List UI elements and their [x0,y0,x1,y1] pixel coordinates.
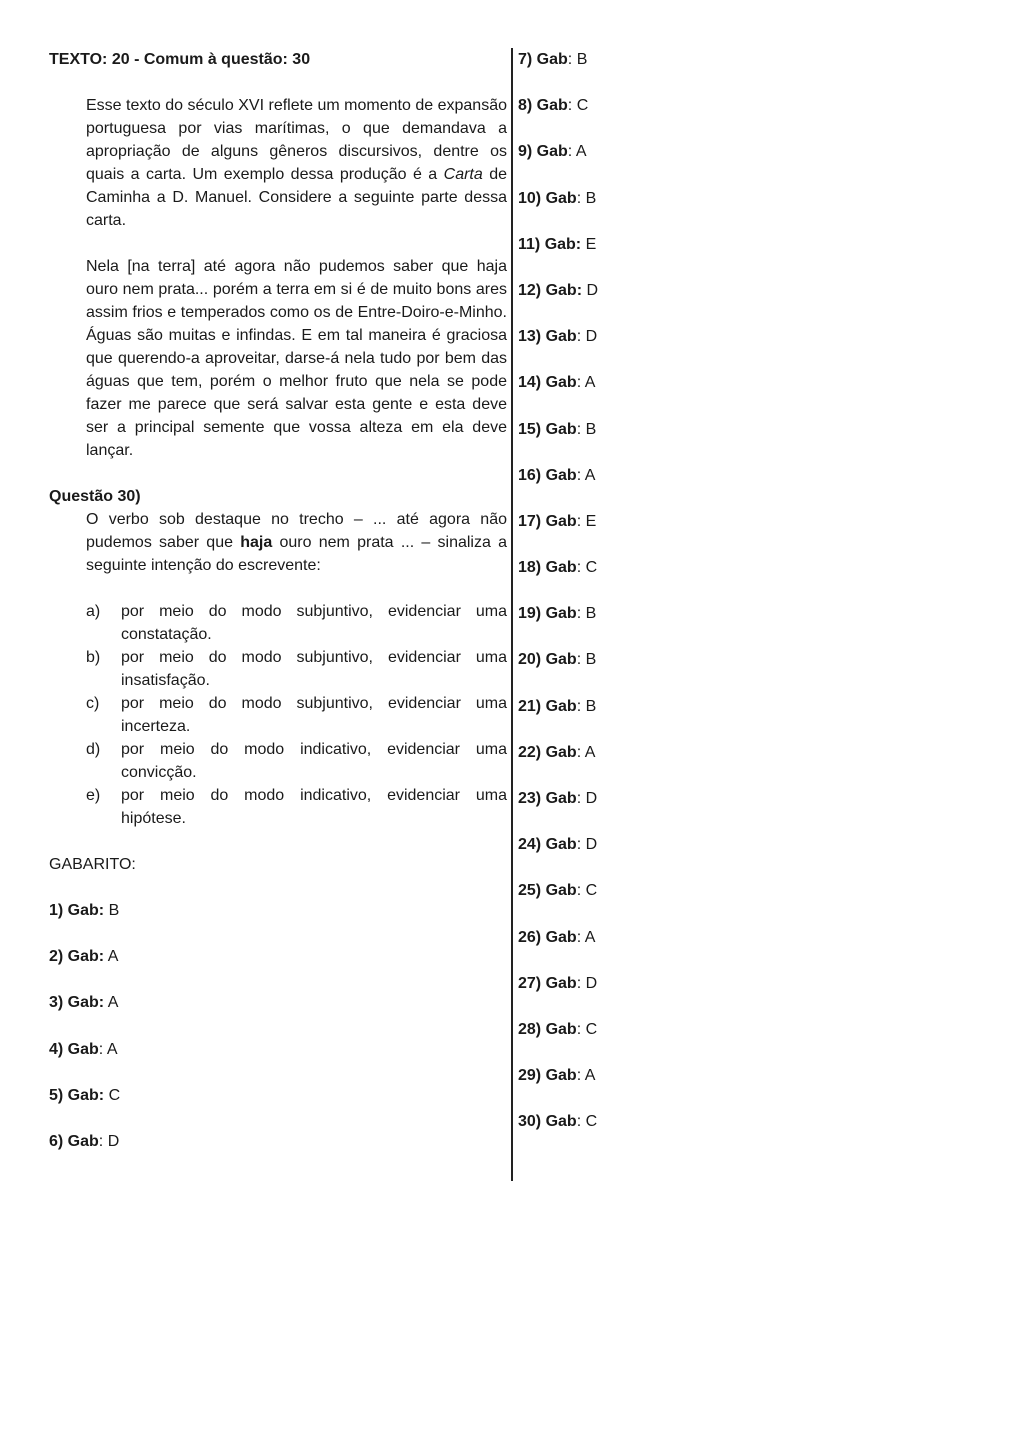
option-letter: e) [86,787,101,804]
letter-quote: Nela [na terra] até agora não pudemos saber que haja ouro nem prata... porém a terra em si é de muito bons ares assim frios e temperados como os de Entre-Doiro-e-Minho. Águas são muitas e infindas. E em tal maneira é graciosa que querendo-a aproveitar, darse-á nela tudo por bem das águas que tem, porém o melhor fruto que nela se pode fazer me parece que será salvar esta gente e esta deve ser a principal semente que vossa alteza em ela deve lançar. [86,258,507,459]
answer-item: 17) Gab: E [518,512,597,530]
answer-item: 26) Gab: A [518,928,596,946]
question-heading: Questão 30) [49,488,141,505]
answer-item: 13) Gab: D [518,328,598,346]
option-e [86,784,507,830]
answer-item: 3) Gab: A [49,994,119,1012]
answer-item: 24) Gab: D [518,836,598,854]
answer-item: 2) Gab: A [49,948,119,966]
answer-item: 28) Gab: C [518,1020,598,1038]
option-letter: b) [86,649,101,666]
answer-item: 4) Gab: A [49,1040,118,1058]
answer-item: 15) Gab: B [518,420,597,438]
answer-item: 30) Gab: C [518,1113,598,1131]
question-stem: O verbo sob destaque no trecho – ... até agora não pudemos saber que haja ouro nem prata ... – sinaliza a seguinte intenção do escrevente: [86,511,508,574]
option-b [86,646,507,692]
answer-item: 22) Gab: A [518,743,596,761]
answer-item: 27) Gab: D [518,974,598,992]
answer-item: 25) Gab: C [518,882,598,900]
answer-item: 20) Gab: B [518,651,597,669]
option-text: por meio do modo subjuntivo, evidenciar uma incerteza. [121,695,507,735]
answers-left [49,899,507,1176]
answer-item: 6) Gab: D [49,1132,120,1150]
option-c [86,692,507,738]
answer-item: 23) Gab: D [518,790,598,807]
answer-item: 21) Gab: B [518,697,597,715]
answer-item: 9) Gab: A [518,143,587,161]
left-column [49,48,507,1176]
answer-item: 5) Gab: C [49,1086,121,1104]
answer-item: 12) Gab: D [518,281,599,299]
answer-item: 14) Gab: A [518,374,596,392]
answer-item: 29) Gab: A [518,1067,596,1085]
answer-item: 1) Gab: B [49,902,120,919]
option-letter: c) [86,695,100,712]
answer-item: 18) Gab: C [518,559,598,577]
option-text: por meio do modo indicativo, evidenciar uma hipótese. [121,787,507,827]
text-heading: TEXTO: 20 - Comum à questão: 30 [49,51,311,68]
answers-right [518,48,718,1157]
option-letter: a) [86,603,101,620]
option-text: por meio do modo subjuntivo, evidenciar uma constatação. [121,603,507,643]
gabarito-label: GABARITO: [49,856,136,873]
option-a [86,600,507,646]
answer-item: 11) Gab: E [518,235,597,253]
answer-item: 16) Gab: A [518,466,596,484]
answer-item: 10) Gab: B [518,189,597,207]
intro-paragraph: Esse texto do século XVI reflete um momento de expansão portuguesa por vias marítimas, o que demandava a apropriação de alguns gêneros discursivos, dentre os quais a carta. Um exemplo dessa produção é a Carta de Caminha a D. Manuel. Considere a seguinte parte dessa carta. [86,97,507,229]
answer-item: 19) Gab: B [518,605,597,623]
options-list [49,600,507,830]
answer-item: 7) Gab: B [518,51,588,68]
option-letter: d) [86,741,101,758]
option-d [86,738,507,784]
answer-item: 8) Gab: C [518,97,589,115]
option-text: por meio do modo subjuntivo, evidenciar uma insatisfação. [121,649,507,689]
column-divider [511,48,513,1181]
option-text: por meio do modo indicativo, evidenciar uma convicção. [121,741,507,781]
